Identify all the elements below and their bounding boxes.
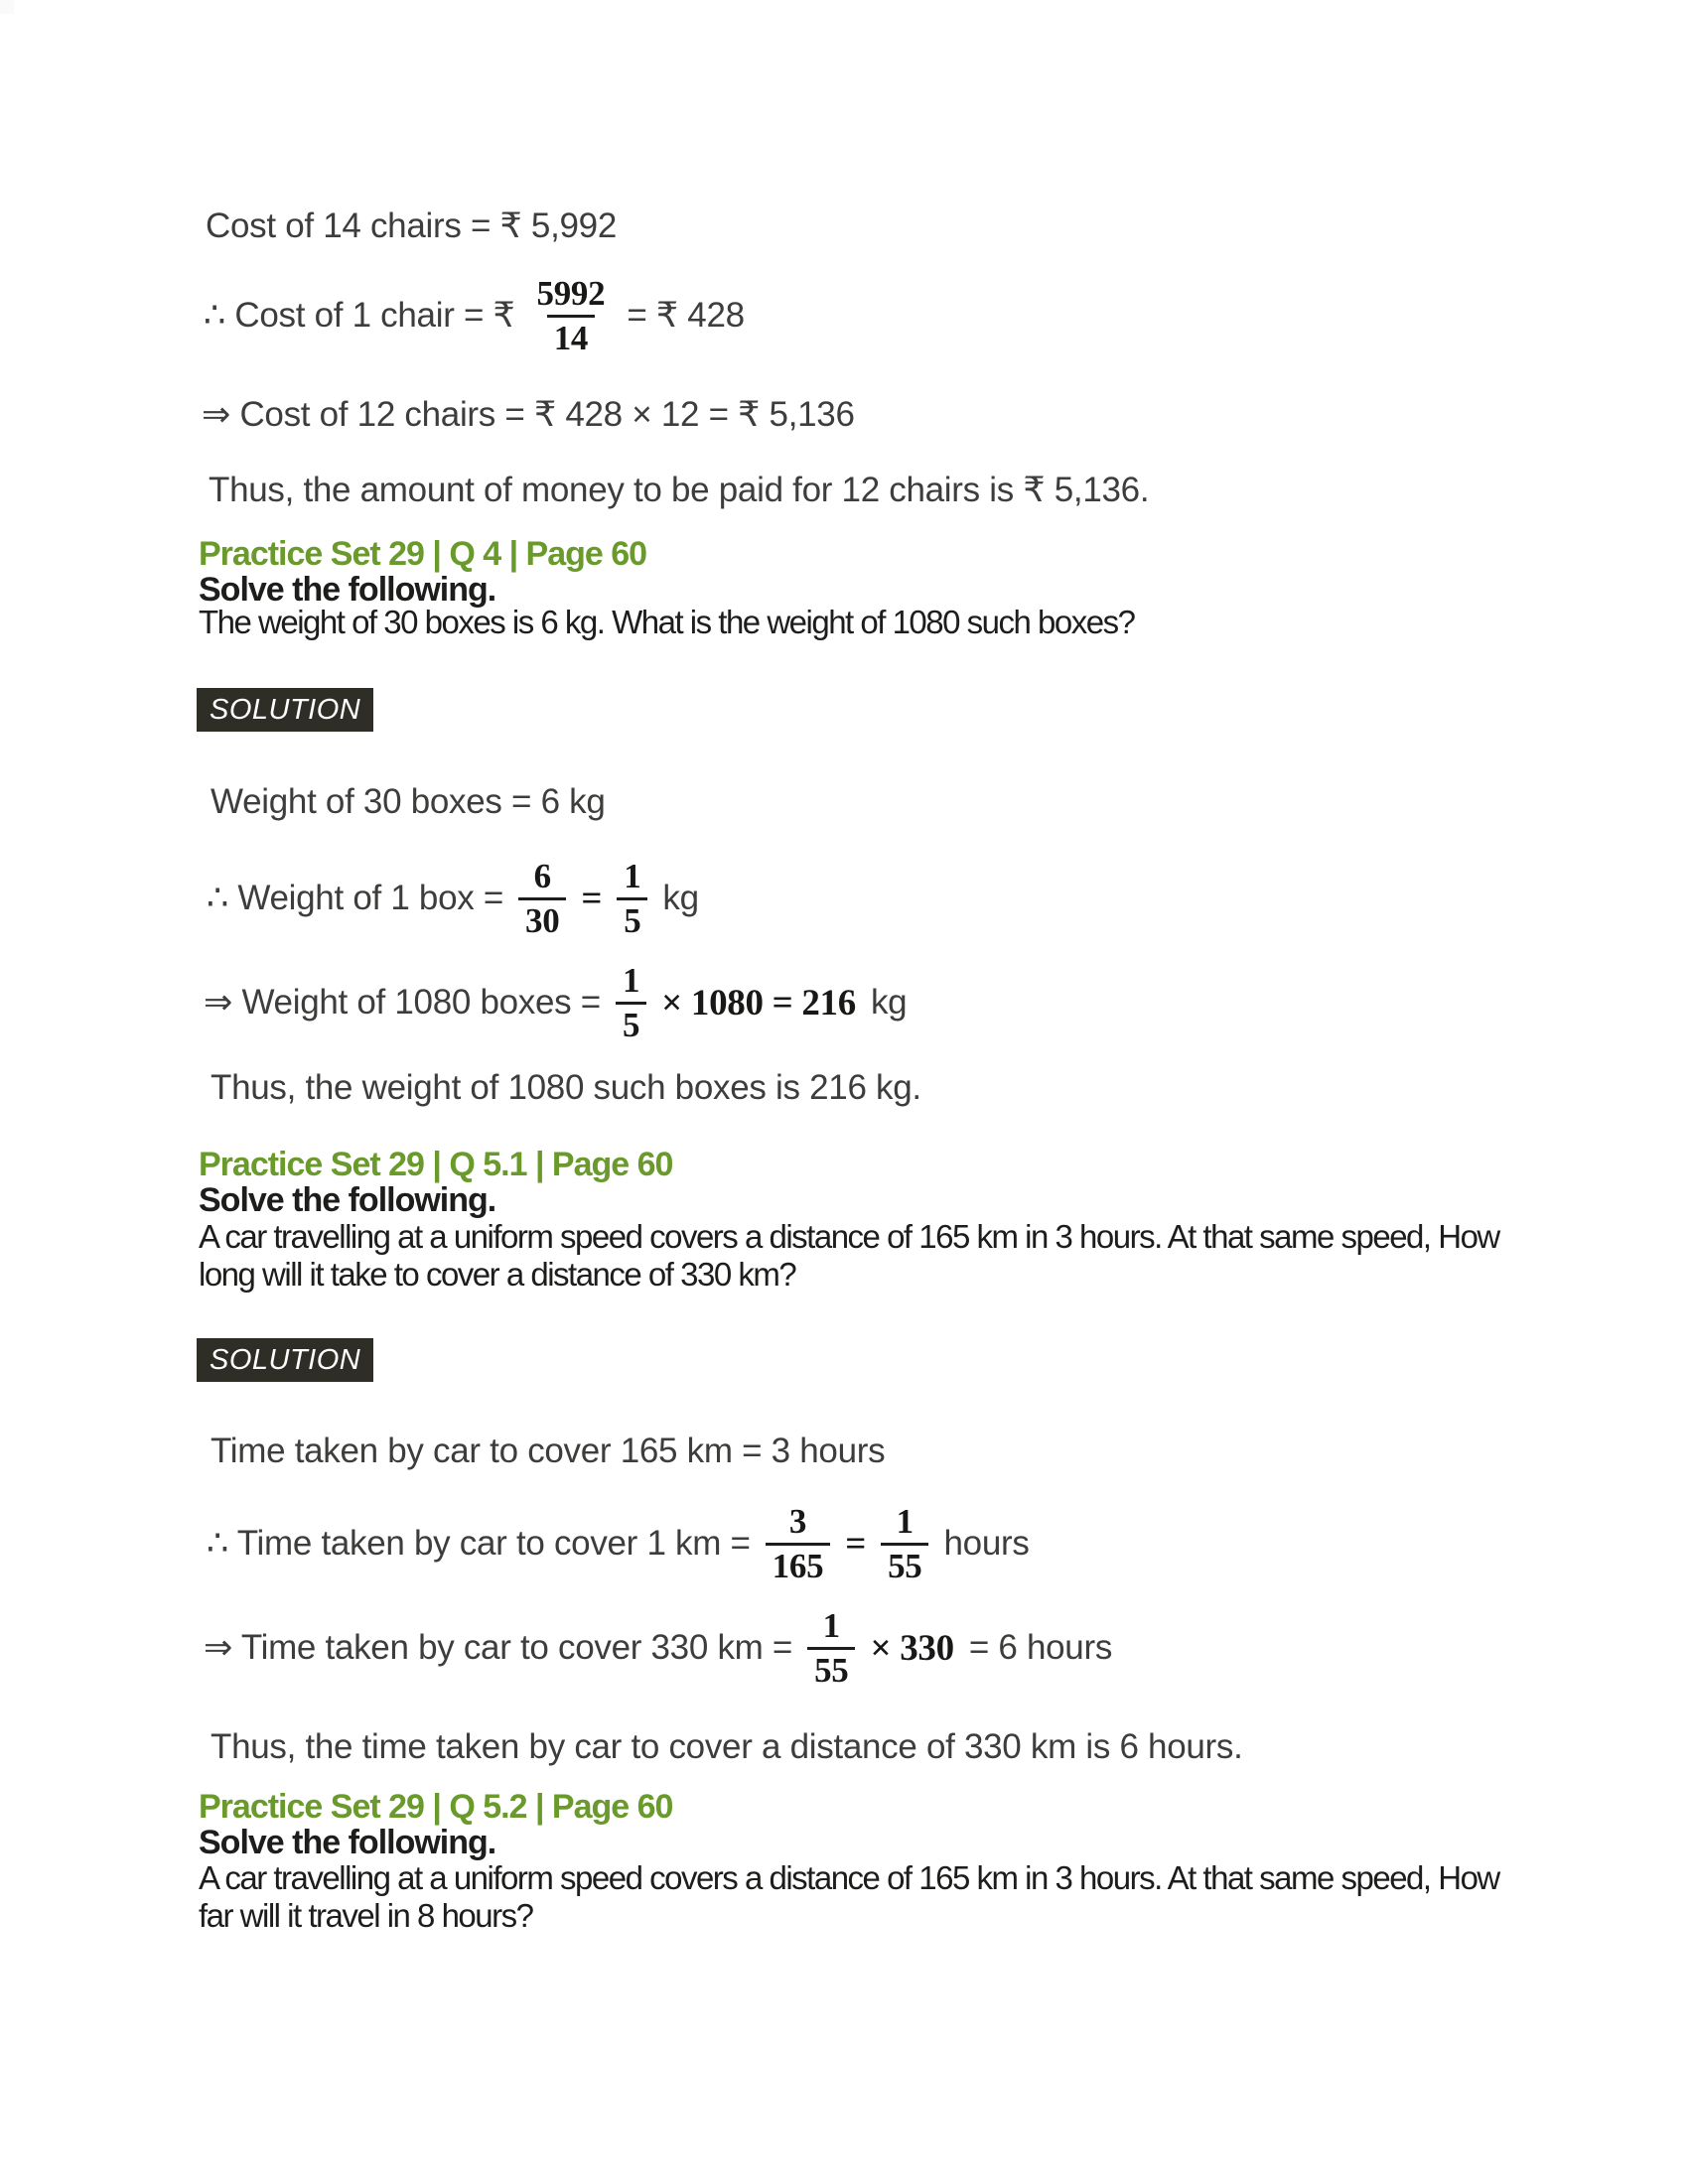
math-run: × 1080 = 216 — [661, 982, 856, 1024]
math-equals: = — [581, 878, 603, 919]
fraction-denominator: 30 — [518, 897, 566, 941]
math-line-prefix: ⇒ Time taken by car to cover 330 km = — [204, 1628, 793, 1667]
math-line-suffix: kg — [662, 879, 699, 917]
math-fraction — [518, 856, 566, 941]
math-line-suffix: hours — [943, 1524, 1030, 1563]
solution-math-line — [207, 849, 699, 948]
solve-subheading: Solve the following. — [199, 1181, 496, 1219]
fraction-denominator: 55 — [881, 1543, 928, 1586]
fraction-denominator: 5 — [617, 897, 647, 941]
math-line-suffix: kg — [870, 983, 908, 1022]
question-text-q4: The weight of 30 boxes is 6 kg. What is the weight of 1080 such boxes? — [199, 604, 1135, 640]
math-fraction — [881, 1501, 928, 1586]
solution-line: Time taken by car to cover 165 km = 3 hours — [211, 1432, 886, 1470]
solution-line: Weight of 30 boxes = 6 kg — [211, 782, 606, 821]
solution-math-line — [207, 1494, 1030, 1593]
solution-conclusion: Thus, the time taken by car to cover a distance of 330 km is 6 hours. — [211, 1727, 1243, 1766]
solution-line: ⇒ Cost of 12 chairs = ₹ 428 × 12 = ₹ 5,136 — [202, 395, 855, 434]
solve-subheading: Solve the following. — [199, 1824, 496, 1861]
math-fraction — [616, 960, 646, 1045]
fraction-denominator: 5 — [616, 1002, 646, 1045]
math-fraction — [530, 273, 613, 358]
solution-badge: SOLUTION — [197, 1338, 373, 1382]
math-line-prefix: ⇒ Weight of 1080 boxes = — [204, 983, 601, 1022]
math-fraction — [617, 856, 647, 941]
fraction-numerator: 3 — [788, 1502, 807, 1542]
fraction-denominator: 55 — [807, 1647, 855, 1691]
solution-math-line — [204, 1598, 1112, 1698]
solution-badge: SOLUTION — [197, 688, 373, 732]
math-line-suffix: = ₹ 428 — [627, 296, 745, 335]
fraction-numerator: 1 — [622, 961, 640, 1001]
fraction-denominator: 165 — [766, 1543, 831, 1586]
fraction-denominator: 14 — [547, 315, 595, 358]
solution-conclusion: Thus, the weight of 1080 such boxes is 216 kg. — [211, 1068, 921, 1107]
question-text-q51: A car travelling at a uniform speed covers a distance of 165 km in 3 hours. At that same speed, How long will it take to cover a distance of 330 km? — [199, 1218, 1499, 1293]
math-fraction — [766, 1501, 831, 1586]
practice-set-heading-q4[interactable]: Practice Set 29 | Q 4 | Page 60 — [199, 535, 647, 573]
solve-subheading: Solve the following. — [199, 571, 496, 609]
solution-math-line — [204, 266, 745, 365]
math-equals: = — [845, 1523, 867, 1565]
math-run: × 330 — [870, 1627, 954, 1669]
solution-math-line — [204, 953, 907, 1052]
solution-conclusion: Thus, the amount of money to be paid for 12 chairs is ₹ 5,136. — [209, 471, 1150, 509]
corner-artifact — [0, 0, 14, 14]
fraction-numerator: 1 — [624, 857, 641, 896]
math-fraction — [807, 1605, 855, 1691]
math-line-prefix: ∴ Time taken by car to cover 1 km = — [207, 1524, 751, 1563]
practice-set-heading-q51[interactable]: Practice Set 29 | Q 5.1 | Page 60 — [199, 1146, 673, 1183]
math-line-prefix: ∴ Weight of 1 box = — [207, 879, 504, 917]
practice-set-heading-q52[interactable]: Practice Set 29 | Q 5.2 | Page 60 — [199, 1788, 673, 1826]
question-text-q52: A car travelling at a uniform speed covers a distance of 165 km in 3 hours. At that same speed, How far will it travel in 8 hours? — [199, 1859, 1499, 1934]
fraction-numerator: 6 — [533, 857, 551, 896]
fraction-numerator: 1 — [896, 1502, 914, 1542]
math-line-prefix: ∴ Cost of 1 chair = ₹ — [204, 296, 515, 335]
fraction-numerator: 5992 — [536, 274, 606, 314]
solution-line: Cost of 14 chairs = ₹ 5,992 — [206, 206, 617, 245]
fraction-numerator: 1 — [822, 1606, 840, 1646]
math-line-suffix: = 6 hours — [968, 1628, 1113, 1667]
